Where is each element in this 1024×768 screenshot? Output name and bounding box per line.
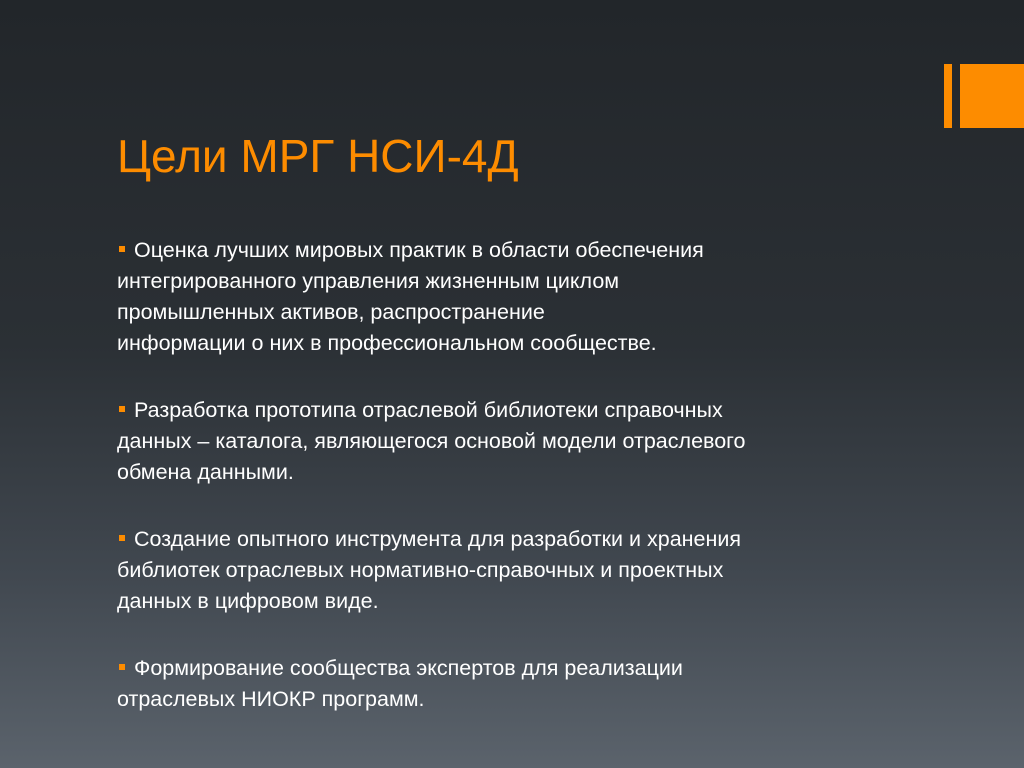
bullet-line: библиотек отраслевых нормативно-справочных и проектных bbox=[117, 558, 724, 582]
bullet-line: отраслевых НИОКР программ. bbox=[117, 687, 425, 711]
slide-title: Цели МРГ НСИ-4Д bbox=[117, 130, 519, 182]
bullet-item bbox=[117, 653, 897, 715]
bullet-line: данных в цифровом виде. bbox=[117, 589, 379, 613]
bullet-text: Разработка прототипа отраслевой библиотеки справочных bbox=[134, 398, 723, 422]
accent-thick-bar bbox=[960, 64, 1024, 128]
square-bullet-icon bbox=[119, 406, 125, 412]
bullet-line: данных – каталога, являющегося основой модели отраслевого bbox=[117, 429, 746, 453]
bullet-line bbox=[117, 653, 897, 684]
bullet-line: интегрированного управления жизненным циклом bbox=[117, 269, 620, 293]
bullet-item bbox=[117, 235, 897, 359]
bullet-item bbox=[117, 395, 897, 488]
bullet-line: обмена данными. bbox=[117, 460, 294, 484]
bullet-line: информации о них в профессиональном сообществе. bbox=[117, 331, 657, 355]
square-bullet-icon bbox=[119, 664, 125, 670]
bullet-text: Создание опытного инструмента для разработки и хранения bbox=[134, 527, 742, 551]
bullet-line: промышленных активов, распространение bbox=[117, 300, 545, 324]
square-bullet-icon bbox=[119, 246, 125, 252]
bullet-text: Оценка лучших мировых практик в области обеспечения bbox=[134, 238, 704, 262]
accent-thin-bar bbox=[944, 64, 952, 128]
bullet-item bbox=[117, 524, 897, 617]
bullet-line bbox=[117, 395, 897, 426]
bullet-text: Формирование сообщества экспертов для реализации bbox=[134, 656, 683, 680]
bullet-line bbox=[117, 524, 897, 555]
corner-accent-logo bbox=[944, 64, 1024, 128]
square-bullet-icon bbox=[119, 535, 125, 541]
bullet-line bbox=[117, 235, 897, 266]
bullet-list bbox=[117, 235, 897, 751]
